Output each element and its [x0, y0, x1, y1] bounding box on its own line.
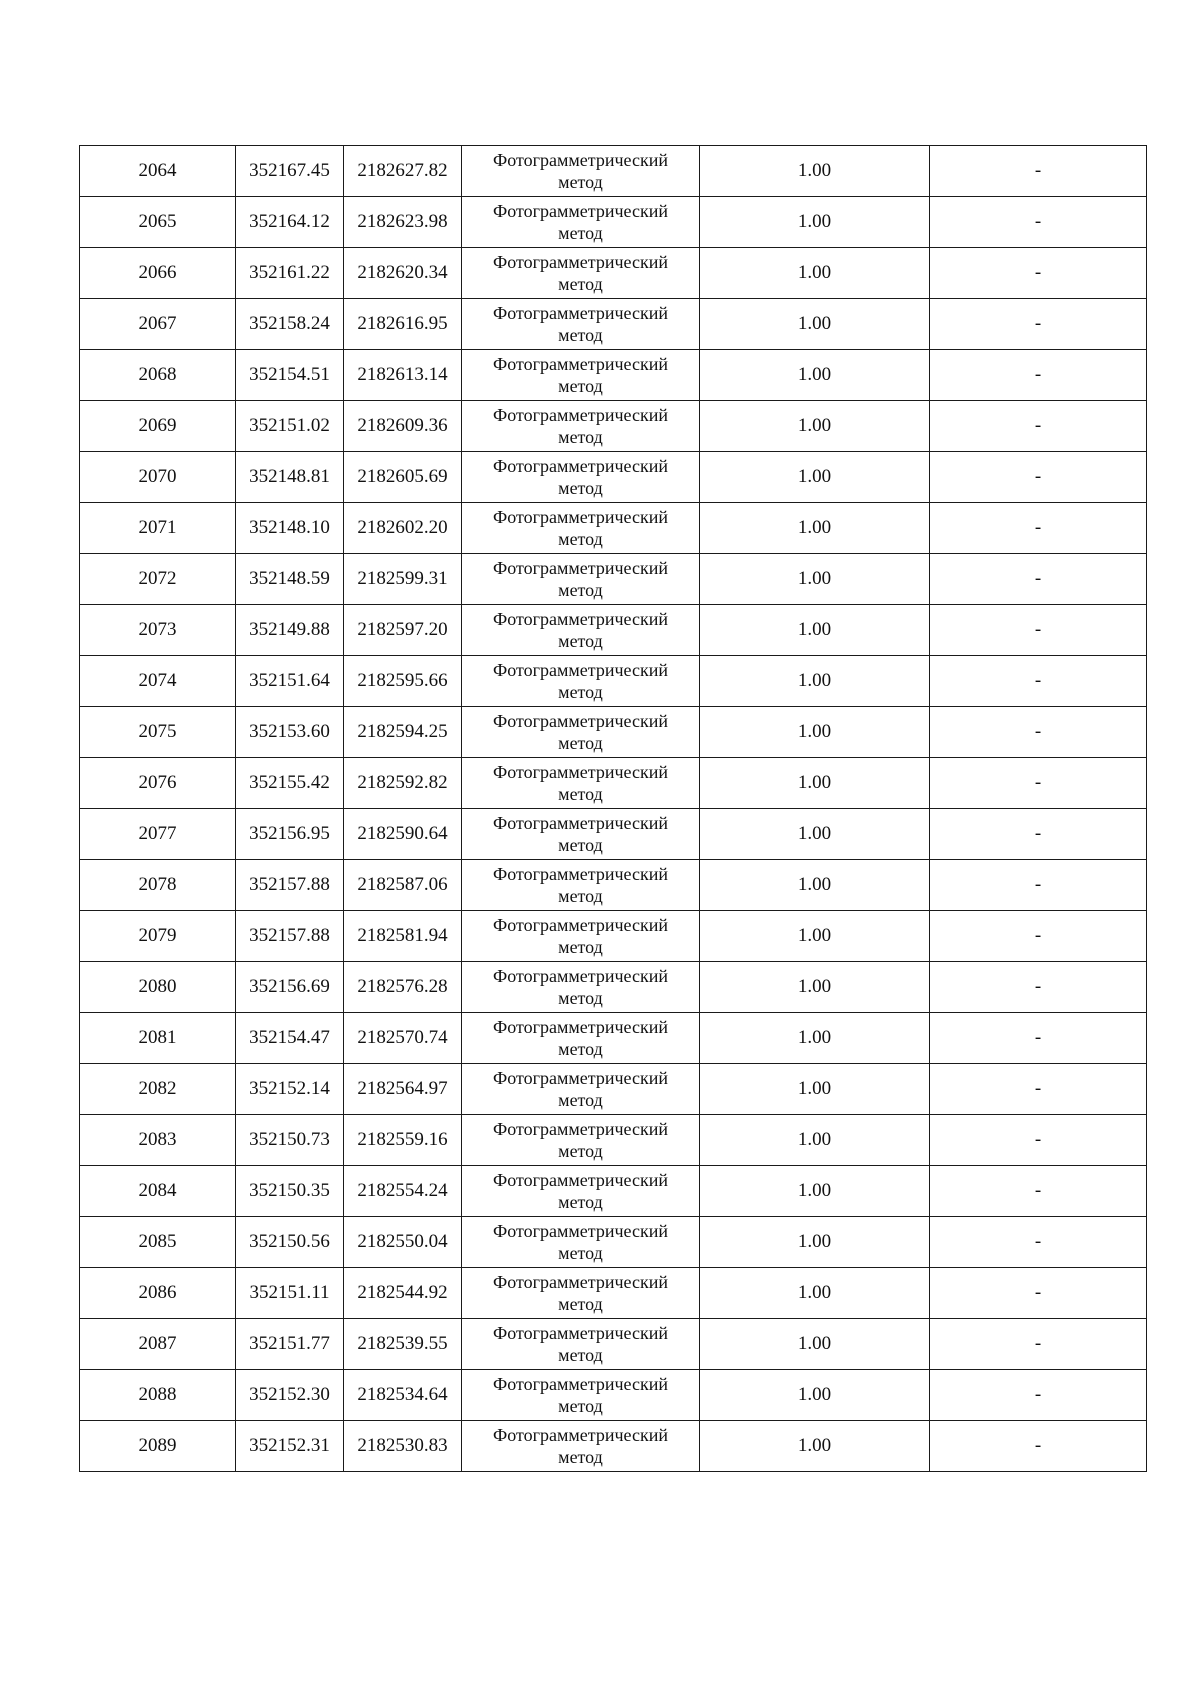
accuracy-cell: 1.00: [700, 350, 930, 401]
note-cell: -: [930, 656, 1147, 707]
accuracy-cell: 1.00: [700, 656, 930, 707]
x-coordinate-cell: 352150.35: [236, 1166, 344, 1217]
table-row: [80, 911, 1147, 962]
table-row: [80, 1115, 1147, 1166]
method-line-2: метод: [558, 835, 603, 855]
table-row: [80, 605, 1147, 656]
accuracy-cell: 1.00: [700, 401, 930, 452]
method-line-1: Фотограмметрический: [493, 966, 668, 986]
point-number-cell: 2069: [80, 401, 236, 452]
x-coordinate-cell: 352154.47: [236, 1013, 344, 1064]
accuracy-cell: 1.00: [700, 1013, 930, 1064]
accuracy-cell: 1.00: [700, 962, 930, 1013]
note-cell: -: [930, 350, 1147, 401]
accuracy-cell: 1.00: [700, 146, 930, 197]
method-cell: [462, 1370, 700, 1421]
x-coordinate-cell: 352150.56: [236, 1217, 344, 1268]
table-row: [80, 1319, 1147, 1370]
method-line-2: метод: [558, 580, 603, 600]
method-line-1: Фотограмметрический: [493, 915, 668, 935]
method-cell: [462, 962, 700, 1013]
note-cell: -: [930, 1319, 1147, 1370]
y-coordinate-cell: 2182620.34: [344, 248, 462, 299]
method-cell: [462, 1064, 700, 1115]
method-cell: [462, 1217, 700, 1268]
x-coordinate-cell: 352148.59: [236, 554, 344, 605]
method-cell: [462, 1115, 700, 1166]
method-line-2: метод: [558, 274, 603, 294]
method-line-1: Фотограмметрический: [493, 558, 668, 578]
note-cell: -: [930, 554, 1147, 605]
table-row: [80, 1217, 1147, 1268]
y-coordinate-cell: 2182564.97: [344, 1064, 462, 1115]
note-cell: -: [930, 1013, 1147, 1064]
y-coordinate-cell: 2182559.16: [344, 1115, 462, 1166]
note-cell: -: [930, 146, 1147, 197]
method-line-1: Фотограмметрический: [493, 1119, 668, 1139]
x-coordinate-cell: 352151.02: [236, 401, 344, 452]
method-line-1: Фотограмметрический: [493, 711, 668, 731]
x-coordinate-cell: 352155.42: [236, 758, 344, 809]
y-coordinate-cell: 2182581.94: [344, 911, 462, 962]
method-line-2: метод: [558, 223, 603, 243]
accuracy-cell: 1.00: [700, 809, 930, 860]
note-cell: -: [930, 452, 1147, 503]
method-cell: [462, 911, 700, 962]
method-line-1: Фотограмметрический: [493, 1374, 668, 1394]
method-line-1: Фотограмметрический: [493, 201, 668, 221]
y-coordinate-cell: 2182602.20: [344, 503, 462, 554]
note-cell: -: [930, 962, 1147, 1013]
y-coordinate-cell: 2182597.20: [344, 605, 462, 656]
point-number-cell: 2067: [80, 299, 236, 350]
point-number-cell: 2064: [80, 146, 236, 197]
method-line-1: Фотограмметрический: [493, 762, 668, 782]
accuracy-cell: 1.00: [700, 452, 930, 503]
method-line-1: Фотограмметрический: [493, 1017, 668, 1037]
method-line-2: метод: [558, 325, 603, 345]
point-number-cell: 2086: [80, 1268, 236, 1319]
method-line-1: Фотограмметрический: [493, 1221, 668, 1241]
accuracy-cell: 1.00: [700, 1115, 930, 1166]
note-cell: -: [930, 401, 1147, 452]
point-number-cell: 2071: [80, 503, 236, 554]
point-number-cell: 2070: [80, 452, 236, 503]
table-row: [80, 809, 1147, 860]
x-coordinate-cell: 352151.77: [236, 1319, 344, 1370]
y-coordinate-cell: 2182609.36: [344, 401, 462, 452]
y-coordinate-cell: 2182576.28: [344, 962, 462, 1013]
method-cell: [462, 503, 700, 554]
x-coordinate-cell: 352153.60: [236, 707, 344, 758]
coordinates-table-body: [80, 146, 1147, 1472]
y-coordinate-cell: 2182539.55: [344, 1319, 462, 1370]
note-cell: -: [930, 1166, 1147, 1217]
y-coordinate-cell: 2182623.98: [344, 197, 462, 248]
point-number-cell: 2075: [80, 707, 236, 758]
point-number-cell: 2076: [80, 758, 236, 809]
table-row: [80, 1013, 1147, 1064]
table-row: [80, 1166, 1147, 1217]
table-row: [80, 197, 1147, 248]
method-line-2: метод: [558, 172, 603, 192]
method-cell: [462, 554, 700, 605]
x-coordinate-cell: 352151.11: [236, 1268, 344, 1319]
method-line-1: Фотограмметрический: [493, 252, 668, 272]
method-cell: [462, 707, 700, 758]
note-cell: -: [930, 1268, 1147, 1319]
point-number-cell: 2073: [80, 605, 236, 656]
note-cell: -: [930, 1421, 1147, 1472]
y-coordinate-cell: 2182530.83: [344, 1421, 462, 1472]
method-cell: [462, 146, 700, 197]
x-coordinate-cell: 352148.81: [236, 452, 344, 503]
x-coordinate-cell: 352158.24: [236, 299, 344, 350]
note-cell: -: [930, 1217, 1147, 1268]
accuracy-cell: 1.00: [700, 1064, 930, 1115]
accuracy-cell: 1.00: [700, 1421, 930, 1472]
method-line-2: метод: [558, 478, 603, 498]
y-coordinate-cell: 2182550.04: [344, 1217, 462, 1268]
note-cell: -: [930, 911, 1147, 962]
x-coordinate-cell: 352154.51: [236, 350, 344, 401]
table-row: [80, 860, 1147, 911]
table-row: [80, 554, 1147, 605]
table-row: [80, 1421, 1147, 1472]
point-number-cell: 2077: [80, 809, 236, 860]
point-number-cell: 2084: [80, 1166, 236, 1217]
point-number-cell: 2089: [80, 1421, 236, 1472]
point-number-cell: 2068: [80, 350, 236, 401]
method-line-2: метод: [558, 1090, 603, 1110]
note-cell: -: [930, 860, 1147, 911]
x-coordinate-cell: 352156.95: [236, 809, 344, 860]
point-number-cell: 2066: [80, 248, 236, 299]
note-cell: -: [930, 299, 1147, 350]
accuracy-cell: 1.00: [700, 1166, 930, 1217]
method-cell: [462, 248, 700, 299]
y-coordinate-cell: 2182544.92: [344, 1268, 462, 1319]
method-line-2: метод: [558, 1039, 603, 1059]
table-row: [80, 146, 1147, 197]
table-row: [80, 248, 1147, 299]
method-line-1: Фотограмметрический: [493, 1425, 668, 1445]
point-number-cell: 2080: [80, 962, 236, 1013]
method-cell: [462, 1013, 700, 1064]
note-cell: -: [930, 809, 1147, 860]
method-line-1: Фотограмметрический: [493, 864, 668, 884]
note-cell: -: [930, 707, 1147, 758]
y-coordinate-cell: 2182616.95: [344, 299, 462, 350]
point-number-cell: 2087: [80, 1319, 236, 1370]
note-cell: -: [930, 503, 1147, 554]
y-coordinate-cell: 2182599.31: [344, 554, 462, 605]
accuracy-cell: 1.00: [700, 911, 930, 962]
method-cell: [462, 860, 700, 911]
note-cell: -: [930, 248, 1147, 299]
x-coordinate-cell: 352157.88: [236, 911, 344, 962]
method-line-2: метод: [558, 631, 603, 651]
method-line-2: метод: [558, 529, 603, 549]
y-coordinate-cell: 2182595.66: [344, 656, 462, 707]
accuracy-cell: 1.00: [700, 248, 930, 299]
method-cell: [462, 758, 700, 809]
method-cell: [462, 197, 700, 248]
method-line-2: метод: [558, 886, 603, 906]
accuracy-cell: 1.00: [700, 299, 930, 350]
x-coordinate-cell: 352161.22: [236, 248, 344, 299]
point-number-cell: 2078: [80, 860, 236, 911]
x-coordinate-cell: 352152.14: [236, 1064, 344, 1115]
accuracy-cell: 1.00: [700, 758, 930, 809]
method-line-1: Фотограмметрический: [493, 609, 668, 629]
accuracy-cell: 1.00: [700, 1370, 930, 1421]
accuracy-cell: 1.00: [700, 1319, 930, 1370]
point-number-cell: 2088: [80, 1370, 236, 1421]
method-line-1: Фотограмметрический: [493, 405, 668, 425]
method-cell: [462, 656, 700, 707]
x-coordinate-cell: 352150.73: [236, 1115, 344, 1166]
table-row: [80, 1064, 1147, 1115]
method-line-1: Фотограмметрический: [493, 660, 668, 680]
accuracy-cell: 1.00: [700, 860, 930, 911]
y-coordinate-cell: 2182592.82: [344, 758, 462, 809]
table-row: [80, 503, 1147, 554]
y-coordinate-cell: 2182587.06: [344, 860, 462, 911]
method-cell: [462, 350, 700, 401]
method-line-1: Фотограмметрический: [493, 813, 668, 833]
method-cell: [462, 299, 700, 350]
x-coordinate-cell: 352148.10: [236, 503, 344, 554]
method-cell: [462, 1166, 700, 1217]
method-cell: [462, 452, 700, 503]
y-coordinate-cell: 2182554.24: [344, 1166, 462, 1217]
method-line-1: Фотограмметрический: [493, 1323, 668, 1343]
table-row: [80, 1370, 1147, 1421]
method-line-2: метод: [558, 937, 603, 957]
x-coordinate-cell: 352152.30: [236, 1370, 344, 1421]
note-cell: -: [930, 605, 1147, 656]
y-coordinate-cell: 2182613.14: [344, 350, 462, 401]
x-coordinate-cell: 352152.31: [236, 1421, 344, 1472]
accuracy-cell: 1.00: [700, 197, 930, 248]
method-line-2: метод: [558, 784, 603, 804]
y-coordinate-cell: 2182605.69: [344, 452, 462, 503]
method-line-2: метод: [558, 733, 603, 753]
x-coordinate-cell: 352156.69: [236, 962, 344, 1013]
x-coordinate-cell: 352151.64: [236, 656, 344, 707]
note-cell: -: [930, 1064, 1147, 1115]
point-number-cell: 2081: [80, 1013, 236, 1064]
coordinates-table: [79, 145, 1147, 1472]
table-row: [80, 656, 1147, 707]
table-row: [80, 962, 1147, 1013]
point-number-cell: 2065: [80, 197, 236, 248]
point-number-cell: 2083: [80, 1115, 236, 1166]
method-line-2: метод: [558, 1345, 603, 1365]
x-coordinate-cell: 352157.88: [236, 860, 344, 911]
method-line-1: Фотограмметрический: [493, 1068, 668, 1088]
method-line-2: метод: [558, 1141, 603, 1161]
method-line-1: Фотограмметрический: [493, 1272, 668, 1292]
accuracy-cell: 1.00: [700, 554, 930, 605]
method-line-2: метод: [558, 1294, 603, 1314]
method-line-1: Фотограмметрический: [493, 507, 668, 527]
y-coordinate-cell: 2182534.64: [344, 1370, 462, 1421]
y-coordinate-cell: 2182627.82: [344, 146, 462, 197]
method-line-2: метод: [558, 1396, 603, 1416]
method-cell: [462, 605, 700, 656]
method-line-1: Фотограмметрический: [493, 1170, 668, 1190]
table-row: [80, 1268, 1147, 1319]
table-row: [80, 299, 1147, 350]
method-cell: [462, 401, 700, 452]
x-coordinate-cell: 352164.12: [236, 197, 344, 248]
note-cell: -: [930, 758, 1147, 809]
point-number-cell: 2072: [80, 554, 236, 605]
method-cell: [462, 1319, 700, 1370]
method-line-1: Фотограмметрический: [493, 456, 668, 476]
x-coordinate-cell: 352167.45: [236, 146, 344, 197]
x-coordinate-cell: 352149.88: [236, 605, 344, 656]
method-line-2: метод: [558, 427, 603, 447]
note-cell: -: [930, 197, 1147, 248]
method-line-2: метод: [558, 376, 603, 396]
method-line-1: Фотограмметрический: [493, 303, 668, 323]
accuracy-cell: 1.00: [700, 605, 930, 656]
method-cell: [462, 809, 700, 860]
table-row: [80, 350, 1147, 401]
point-number-cell: 2074: [80, 656, 236, 707]
table-row: [80, 452, 1147, 503]
table-row: [80, 758, 1147, 809]
method-line-2: метод: [558, 1447, 603, 1467]
note-cell: -: [930, 1115, 1147, 1166]
method-cell: [462, 1268, 700, 1319]
point-number-cell: 2082: [80, 1064, 236, 1115]
table-row: [80, 401, 1147, 452]
method-line-1: Фотограмметрический: [493, 354, 668, 374]
note-cell: -: [930, 1370, 1147, 1421]
method-line-2: метод: [558, 1192, 603, 1212]
y-coordinate-cell: 2182570.74: [344, 1013, 462, 1064]
y-coordinate-cell: 2182594.25: [344, 707, 462, 758]
method-line-2: метод: [558, 682, 603, 702]
table-row: [80, 707, 1147, 758]
method-line-2: метод: [558, 1243, 603, 1263]
point-number-cell: 2085: [80, 1217, 236, 1268]
method-line-1: Фотограмметрический: [493, 150, 668, 170]
accuracy-cell: 1.00: [700, 1268, 930, 1319]
accuracy-cell: 1.00: [700, 1217, 930, 1268]
y-coordinate-cell: 2182590.64: [344, 809, 462, 860]
method-cell: [462, 1421, 700, 1472]
point-number-cell: 2079: [80, 911, 236, 962]
method-line-2: метод: [558, 988, 603, 1008]
accuracy-cell: 1.00: [700, 707, 930, 758]
accuracy-cell: 1.00: [700, 503, 930, 554]
